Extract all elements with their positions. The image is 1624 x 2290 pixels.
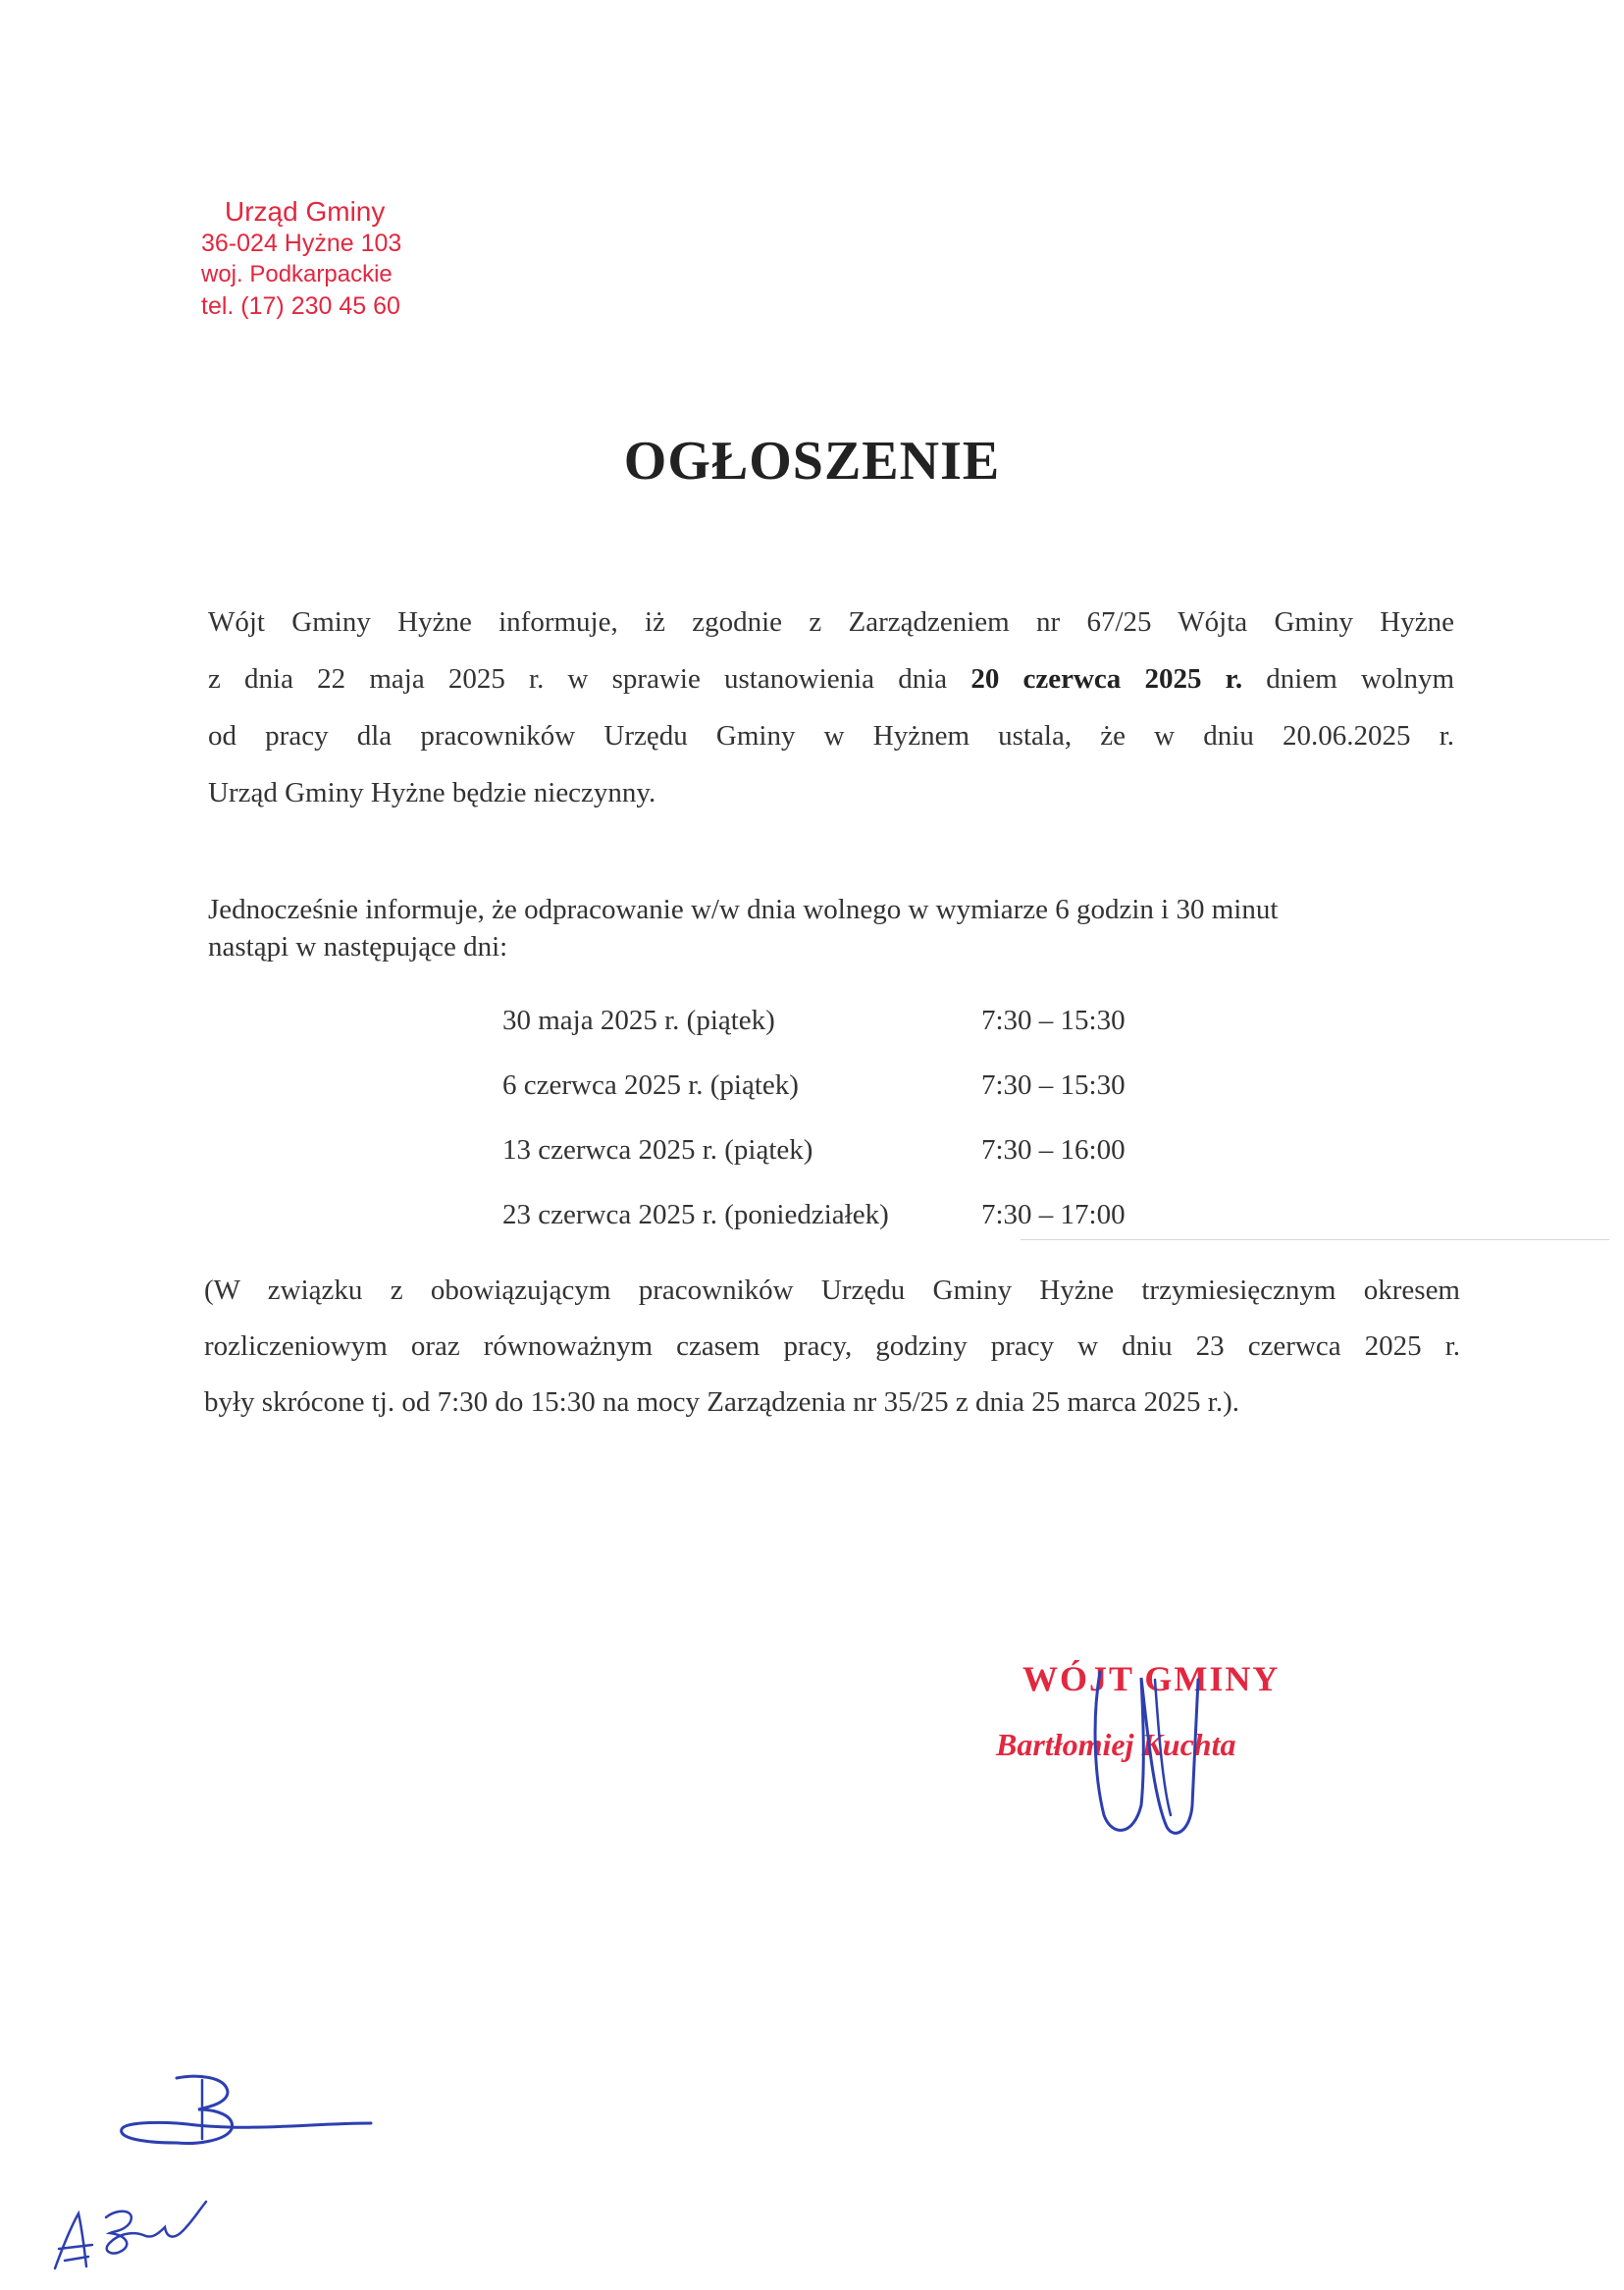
schedule-day: 30 maja 2025 r. (piątek) — [502, 1005, 775, 1036]
schedule-row — [502, 999, 1178, 1064]
paragraph-line: nastąpi w następujące dni: — [208, 931, 508, 963]
paragraph-line: Wójt Gminy Hyżne informuje, iż zgodnie z Zarządzeniem nr 67/25 Wójta Gminy Hyżne — [208, 606, 1454, 638]
paragraph-line: Jednocześnie informuje, że odpracowanie w/w dnia wolnego w wymiarze 6 godzin i 30 minut — [208, 894, 1279, 925]
note-paragraph — [204, 1263, 1460, 1431]
paragraph-line: z dnia 22 maja 2025 r. w sprawie ustanowienia dnia 20 czerwca 2025 r. dniem wolnym — [208, 663, 1455, 695]
schedule-row — [502, 1128, 1178, 1193]
office-stamp-region: woj. Podkarpackie — [201, 261, 393, 287]
schedule-hours: 7:30 – 17:00 — [981, 1199, 1126, 1230]
schedule-day: 6 czerwca 2025 r. (piątek) — [502, 1069, 799, 1101]
mayor-stamp-name: Bartłomiej Kuchta — [996, 1727, 1236, 1762]
paragraph-line: Urząd Gminy Hyżne będzie nieczynny. — [208, 777, 656, 808]
office-stamp-address: 36-024 Hyżne 103 — [201, 230, 402, 257]
schedule-hours: 7:30 – 15:30 — [981, 1069, 1126, 1101]
holiday-date: 20 czerwca 2025 r. — [970, 663, 1243, 695]
mayor-stamp-title: WÓJT GMINY — [1022, 1659, 1281, 1698]
paragraph-line: rozliczeniowym oraz równoważnym czasem pracy, godziny pracy w dniu 23 czerwca 2025 r. — [204, 1330, 1460, 1362]
workoff-paragraph — [208, 891, 1474, 965]
document-title: OGŁOSZENIE — [623, 431, 1001, 492]
paragraph-line: były skrócone tj. od 7:30 do 15:30 na mocy Zarządzenia nr 35/25 z dnia 25 marca 2025 r.). — [204, 1386, 1239, 1418]
schedule-day: 13 czerwca 2025 r. (piątek) — [502, 1134, 813, 1166]
mayor-signature — [1065, 1658, 1241, 1854]
schedule-row — [502, 1064, 1178, 1128]
schedule-day: 23 czerwca 2025 r. (poniedziałek) — [502, 1199, 889, 1230]
office-stamp — [201, 196, 401, 322]
workoff-schedule — [502, 999, 1178, 1258]
schedule-row — [502, 1193, 1178, 1258]
initial-signature — [49, 2188, 216, 2276]
schedule-hours: 7:30 – 16:00 — [981, 1134, 1126, 1166]
initial-signature — [108, 2070, 383, 2168]
office-stamp-name: Urząd Gminy — [225, 196, 386, 227]
schedule-hours: 7:30 – 15:30 — [981, 1005, 1126, 1036]
announcement-paragraph — [208, 594, 1454, 821]
scan-artifact-line — [1021, 1239, 1609, 1240]
office-stamp-phone: tel. (17) 230 45 60 — [201, 292, 400, 320]
paragraph-line: od pracy dla pracowników Urzędu Gminy w Hyżnem ustala, że w dniu 20.06.2025 r. — [208, 720, 1454, 752]
paragraph-line: (W związku z obowiązującym pracowników Urzędu Gminy Hyżne trzymiesięcznym okresem — [204, 1275, 1460, 1306]
